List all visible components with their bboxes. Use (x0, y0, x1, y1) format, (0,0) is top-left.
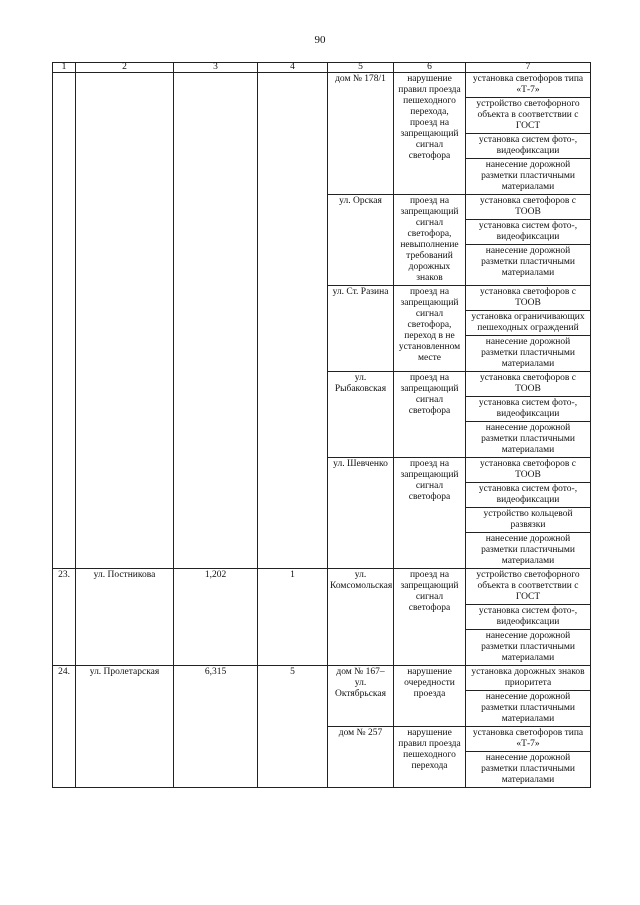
measures-table (52, 62, 591, 788)
measure-item: нанесение дорожной разметки пластичными материалами (481, 423, 575, 455)
street-name: ул. Постникова (76, 569, 174, 666)
measure-item: нанесение дорожной разметки пластичными материалами (481, 534, 575, 566)
measure-item: установка светофоров с ТООВ (466, 372, 590, 397)
accident-count: 5 (258, 666, 328, 788)
measure-item: установка дорожных знаков приоритета (466, 666, 590, 691)
row-number: 24. (53, 666, 76, 788)
measure-item: установка систем фото-, видеофиксации (466, 220, 590, 245)
column-header: 3 (174, 63, 258, 73)
violation-cell: проезд на запрещающий сигнал светофора, переход в не установленном месте (394, 286, 466, 372)
measure-item: установка светофоров с ТООВ (466, 195, 590, 220)
violation-cell: нарушение очередности проезда (394, 666, 466, 727)
measures-cell (466, 286, 591, 372)
location-cell: дом № 257 (328, 727, 394, 788)
page-number: 90 (314, 34, 326, 46)
violation-cell: проезд на запрещающий сигнал светофора (394, 372, 466, 458)
accident-count: 1 (258, 569, 328, 666)
violation-cell: проезд на запрещающий сигнал светофора, невыполнение требований дорожных знаков (394, 195, 466, 286)
street-name: ул. Пролетарская (76, 666, 174, 788)
violation-cell: проезд на запрещающий сигнал светофора (394, 569, 466, 666)
accident-count (258, 73, 328, 569)
measure-item: установка светофоров типа «Т-7» (466, 727, 590, 752)
street-length (174, 73, 258, 569)
table-row (53, 569, 591, 666)
location-cell: ул. Шевченко (328, 458, 394, 569)
location-cell: ул. Рыбаковская (328, 372, 394, 458)
violation-cell: нарушение правил проезда пешеходного перехода, проезд на запрещающий сигнал светофора (394, 73, 466, 195)
measures-cell (466, 372, 591, 458)
measure-item: устройство кольцевой развязки (466, 508, 590, 533)
violation-cell: проезд на запрещающий сигнал светофора (394, 458, 466, 569)
measures-cell (466, 73, 591, 195)
measures-cell (466, 666, 591, 727)
table-row (53, 73, 591, 195)
street-length: 6,315 (174, 666, 258, 788)
measure-item: установка систем фото-, видеофиксации (466, 483, 590, 508)
street-name (76, 73, 174, 569)
measure-item: установка систем фото-, видеофиксации (466, 605, 590, 630)
measure-item: установка ограничивающих пешеходных ограждений (466, 311, 590, 336)
measure-item: нанесение дорожной разметки пластичными материалами (481, 160, 575, 192)
measure-item: установка светофоров с ТООВ (466, 286, 590, 311)
row-number (53, 73, 76, 569)
measures-cell (466, 727, 591, 788)
measure-item: устройство светофорного объекта в соответствии с ГОСТ (466, 569, 590, 605)
measure-item: установка светофоров типа «Т-7» (466, 73, 590, 98)
column-header: 6 (394, 63, 466, 73)
column-header: 2 (76, 63, 174, 73)
measure-item: нанесение дорожной разметки пластичными материалами (481, 753, 575, 785)
measure-item: установка систем фото-, видеофиксации (466, 134, 590, 159)
location-cell: дом № 167– ул. Октябрьская (328, 666, 394, 727)
measures-cell (466, 569, 591, 666)
location-cell: ул. Орская (328, 195, 394, 286)
violation-cell: нарушение правил проезда пешеходного перехода (394, 727, 466, 788)
measures-cell (466, 458, 591, 569)
location-cell: дом № 178/1 (328, 73, 394, 195)
location-cell: ул. Комсомольская (328, 569, 394, 666)
measure-item: установка систем фото-, видеофиксации (466, 397, 590, 422)
measure-item: нанесение дорожной разметки пластичными материалами (481, 631, 575, 663)
row-number: 23. (53, 569, 76, 666)
measure-item: устройство светофорного объекта в соответствии с ГОСТ (466, 98, 590, 134)
column-header: 1 (53, 63, 76, 73)
measure-item: нанесение дорожной разметки пластичными материалами (481, 692, 575, 724)
table-row (53, 666, 591, 727)
header-row (53, 63, 591, 73)
column-header: 5 (328, 63, 394, 73)
location-cell: ул. Ст. Разина (328, 286, 394, 372)
measures-cell (466, 195, 591, 286)
street-length: 1,202 (174, 569, 258, 666)
column-header: 7 (466, 63, 591, 73)
measure-item: установка светофоров с ТООВ (466, 458, 590, 483)
column-header: 4 (258, 63, 328, 73)
measure-item: нанесение дорожной разметки пластичными материалами (481, 246, 575, 278)
measure-item: нанесение дорожной разметки пластичными материалами (481, 337, 575, 369)
